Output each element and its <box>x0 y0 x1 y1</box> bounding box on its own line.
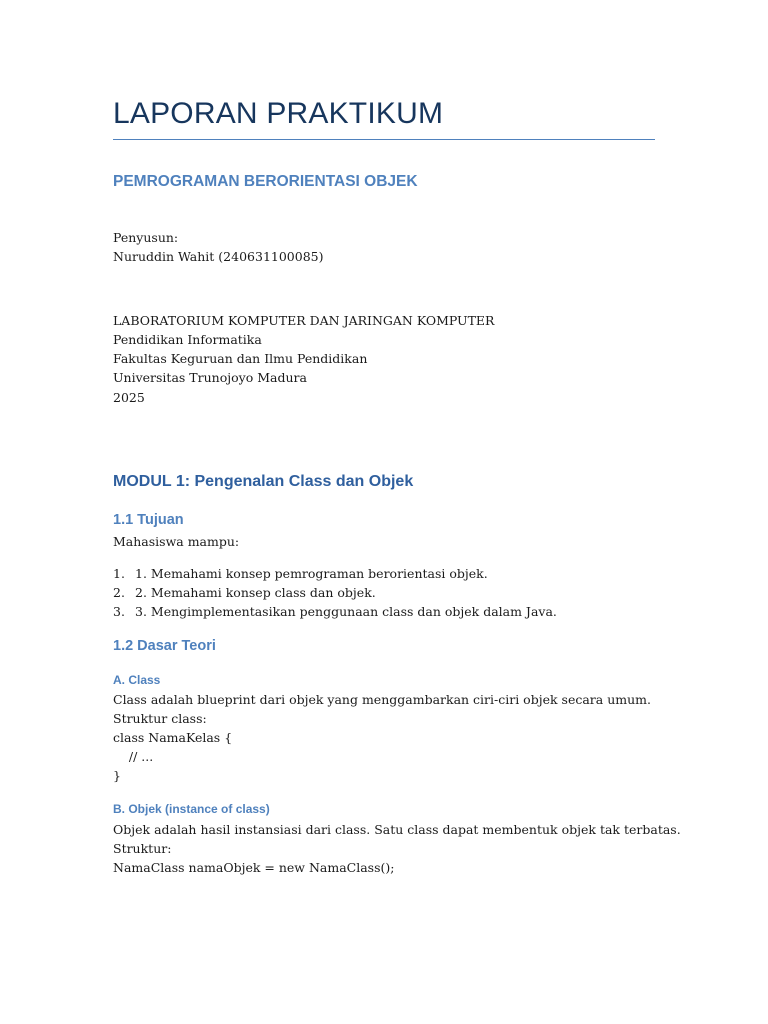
list-item-number: 3. <box>113 604 125 619</box>
list-item-text: 2. Memahami konsep class dan objek. <box>135 585 376 600</box>
list-item-text: 1. Memahami konsep pemrograman berorientasi objek. <box>135 566 488 581</box>
author-name: Nuruddin Wahit (240631100085) <box>113 249 324 264</box>
class-code-line: } <box>113 768 121 783</box>
list-item-number: 1. <box>113 566 125 581</box>
module-heading: MODUL 1: Pengenalan Class dan Objek <box>113 473 414 490</box>
list-item-text: 3. Mengimplementasikan penggunaan class dan objek dalam Java. <box>135 604 557 619</box>
object-code-line: NamaClass namaObjek = new NamaClass(); <box>113 860 395 875</box>
class-code-line: // ... <box>113 749 154 764</box>
document-subtitle: PEMROGRAMAN BERORIENTASI OBJEK <box>113 173 418 190</box>
object-definition: Objek adalah hasil instansiasi dari class. Satu class dapat membentuk objek tak terbatas. <box>113 822 681 837</box>
goal-intro: Mahasiswa mampu: <box>113 534 240 549</box>
class-definition: Class adalah blueprint dari objek yang menggambarkan ciri-ciri objek secara umum. <box>113 692 651 707</box>
object-section-heading: B. Objek (instance of class) <box>113 802 270 816</box>
institution-faculty: Fakultas Keguruan dan Ilmu Pendidikan <box>113 351 368 366</box>
class-structure-label: Struktur class: <box>113 711 207 726</box>
class-code-line: class NamaKelas { <box>113 730 233 745</box>
title-underline <box>113 139 655 140</box>
class-section-heading: A. Class <box>113 673 161 687</box>
institution-university: Universitas Trunojoyo Madura <box>113 370 307 385</box>
institution-lab: LABORATORIUM KOMPUTER DAN JARINGAN KOMPUTER <box>113 313 495 328</box>
object-structure-label: Struktur: <box>113 841 172 856</box>
institution-year: 2025 <box>113 390 145 405</box>
list-item-number: 2. <box>113 585 125 600</box>
institution-program: Pendidikan Informatika <box>113 332 262 347</box>
document-title: LAPORAN PRAKTIKUM <box>113 97 444 130</box>
goal-heading: 1.1 Tujuan <box>113 512 184 528</box>
author-label: Penyusun: <box>113 230 179 245</box>
theory-heading: 1.2 Dasar Teori <box>113 638 216 654</box>
